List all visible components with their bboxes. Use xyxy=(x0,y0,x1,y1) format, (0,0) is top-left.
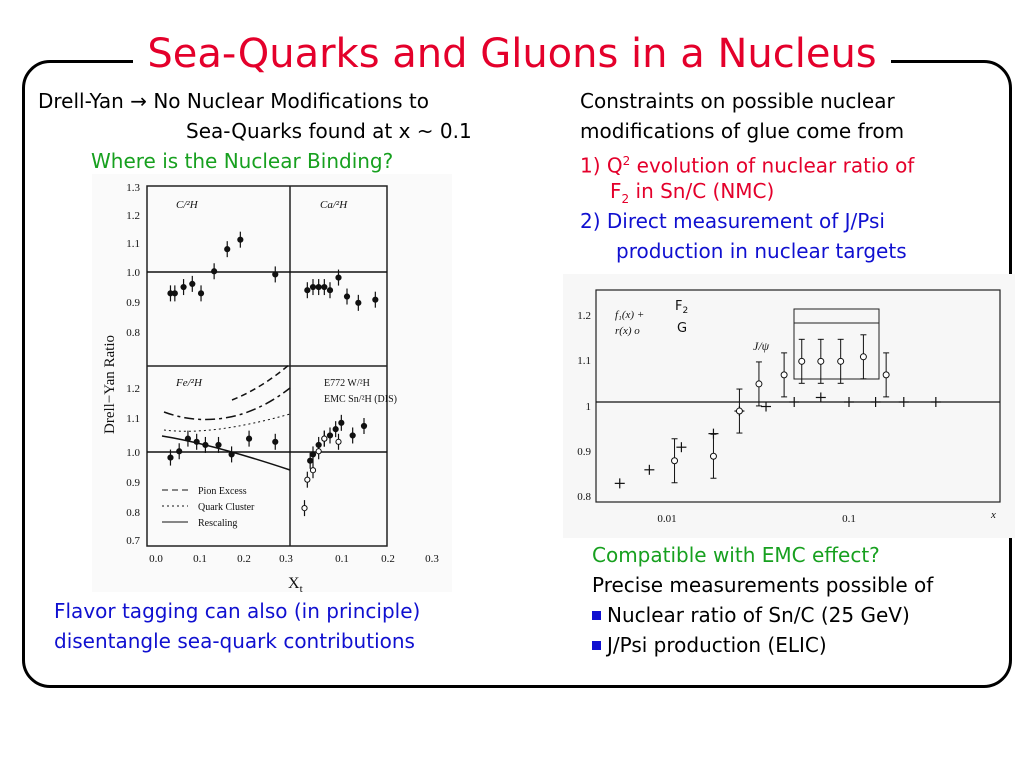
data-point xyxy=(356,300,361,305)
x-tick: 0.2 xyxy=(381,553,395,565)
panel-label: Fe/²H xyxy=(176,377,202,389)
legend-r: r(x) o xyxy=(615,325,640,337)
y-tick: 1.1 xyxy=(126,238,140,250)
data-point xyxy=(327,288,332,293)
data-point xyxy=(373,297,378,302)
panel-label: C/²H xyxy=(176,199,198,211)
data-point xyxy=(229,452,234,457)
data-point xyxy=(350,433,355,438)
legend-G: G xyxy=(677,321,688,336)
y-tick: 0.9 xyxy=(126,477,140,489)
x-tick: 0.1 xyxy=(193,553,207,565)
data-point xyxy=(336,275,341,280)
item-jpsi-measurement: 2) Direct measurement of J/Psi xyxy=(580,209,885,233)
data-point xyxy=(225,247,230,252)
flavor-tagging-line1: Flavor tagging can also (in principle) xyxy=(54,599,421,623)
item-f2-snc: $F_2$ in Sn/C (NMC) xyxy=(610,179,775,206)
x-tick: 0.01 xyxy=(657,513,677,525)
y-tick: 1.2 xyxy=(126,210,140,222)
data-point xyxy=(238,237,243,242)
y-tick: 1.3 xyxy=(126,182,140,194)
y-tick: 0.8 xyxy=(126,327,140,339)
data-point xyxy=(194,439,199,444)
data-point xyxy=(361,423,366,428)
drell-yan-line: Drell-Yan → No Nuclear Modifications to xyxy=(38,89,429,113)
data-point xyxy=(316,449,321,454)
bullet-jpsi-elic: J/Psi production (ELIC) xyxy=(592,630,827,660)
y-tick: 0.8 xyxy=(577,491,591,503)
data-point xyxy=(333,427,338,432)
x-tick: 0.2 xyxy=(237,553,251,565)
data-point xyxy=(246,436,251,441)
y-tick: 0.9 xyxy=(577,446,591,458)
bullet-snc-ratio: Nuclear ratio of Sn/C (25 GeV) xyxy=(592,600,910,630)
y-tick: 1.1 xyxy=(126,413,140,425)
r-point xyxy=(736,408,742,414)
data-point xyxy=(339,420,344,425)
data-point xyxy=(177,449,182,454)
data-point xyxy=(322,436,327,441)
y-tick: 0.7 xyxy=(126,535,140,547)
data-point xyxy=(344,294,349,299)
data-point xyxy=(310,284,315,289)
y-tick: 0.8 xyxy=(126,507,140,519)
data-point xyxy=(310,468,315,473)
data-point xyxy=(181,284,186,289)
y-tick: 1.0 xyxy=(126,447,140,459)
data-point xyxy=(310,452,315,457)
y-tick: 1.2 xyxy=(577,310,591,322)
gluon-ratio-chart xyxy=(563,274,1015,538)
data-point xyxy=(273,272,278,277)
y-axis-label: Drell−Yan Ratio xyxy=(102,334,118,434)
panel-label: Ca/²H xyxy=(320,199,348,211)
legend-emc: EMC Sn/²H (DIS) xyxy=(324,394,398,405)
data-point xyxy=(185,436,190,441)
x-axis-label: x xyxy=(991,509,996,521)
x-tick: 0.1 xyxy=(842,513,856,525)
nuclear-binding-question: Where is the Nuclear Binding? xyxy=(91,149,394,173)
y-tick: 1.2 xyxy=(126,383,140,395)
y-tick: 0.9 xyxy=(126,297,140,309)
slide-title: Sea-Quarks and Gluons in a Nucleus xyxy=(0,30,1024,78)
data-point xyxy=(216,442,221,447)
data-point xyxy=(327,433,332,438)
r-point xyxy=(710,453,716,459)
r-point xyxy=(883,372,889,378)
x-tick: 0.3 xyxy=(425,553,439,565)
data-point xyxy=(305,288,310,293)
sea-quarks-line: Sea-Quarks found at x ~ 0.1 xyxy=(186,119,472,143)
x-tick: 0.3 xyxy=(279,553,293,565)
item-jpsi-production: production in nuclear targets xyxy=(616,239,907,263)
data-point xyxy=(302,506,307,511)
data-point xyxy=(203,442,208,447)
data-point xyxy=(305,477,310,482)
y-tick: 1.0 xyxy=(126,267,140,279)
legend-rescaling: Rescaling xyxy=(198,518,238,529)
r-point xyxy=(838,358,844,364)
bullet-icon xyxy=(592,611,601,620)
item-q2-evolution: 1) $Q^2$ evolution of nuclear ratio of xyxy=(580,153,915,178)
r-point xyxy=(860,354,866,360)
x-tick: 0.0 xyxy=(149,553,163,565)
data-point xyxy=(308,458,313,463)
legend-f1: f₁(x) + xyxy=(615,309,645,321)
data-point xyxy=(172,291,177,296)
data-point xyxy=(322,284,327,289)
compatible-emc: Compatible with EMC effect? xyxy=(592,543,880,567)
legend-e772: E772 W/²H xyxy=(324,378,370,389)
constraints-line1: Constraints on possible nuclear xyxy=(580,89,895,113)
precise-measurements: Precise measurements possible of xyxy=(592,573,934,597)
y-tick: 1.1 xyxy=(577,355,591,367)
r-point xyxy=(781,372,787,378)
bullet-icon xyxy=(592,641,601,650)
drell-yan-chart xyxy=(92,174,452,592)
data-point xyxy=(336,439,341,444)
legend-quark-cluster: Quark Cluster xyxy=(198,502,255,513)
x-axis-label: $X_t$ xyxy=(288,575,303,592)
jpsi-label: J/ψ xyxy=(753,339,770,353)
data-point xyxy=(273,439,278,444)
flavor-tagging-line2: disentangle sea-quark contributions xyxy=(54,629,415,653)
legend-pion-excess: Pion Excess xyxy=(198,486,247,497)
r-point xyxy=(672,458,678,464)
constraints-line2: modifications of glue come from xyxy=(580,119,905,143)
data-point xyxy=(316,284,321,289)
data-point xyxy=(198,291,203,296)
r-point xyxy=(756,381,762,387)
r-point xyxy=(799,358,805,364)
r-point xyxy=(818,358,824,364)
data-point xyxy=(212,269,217,274)
y-tick: 1 xyxy=(585,401,591,413)
data-point xyxy=(168,455,173,460)
data-point xyxy=(190,281,195,286)
legend-F2: $F_2$ xyxy=(675,299,689,316)
x-tick: 0.1 xyxy=(335,553,349,565)
